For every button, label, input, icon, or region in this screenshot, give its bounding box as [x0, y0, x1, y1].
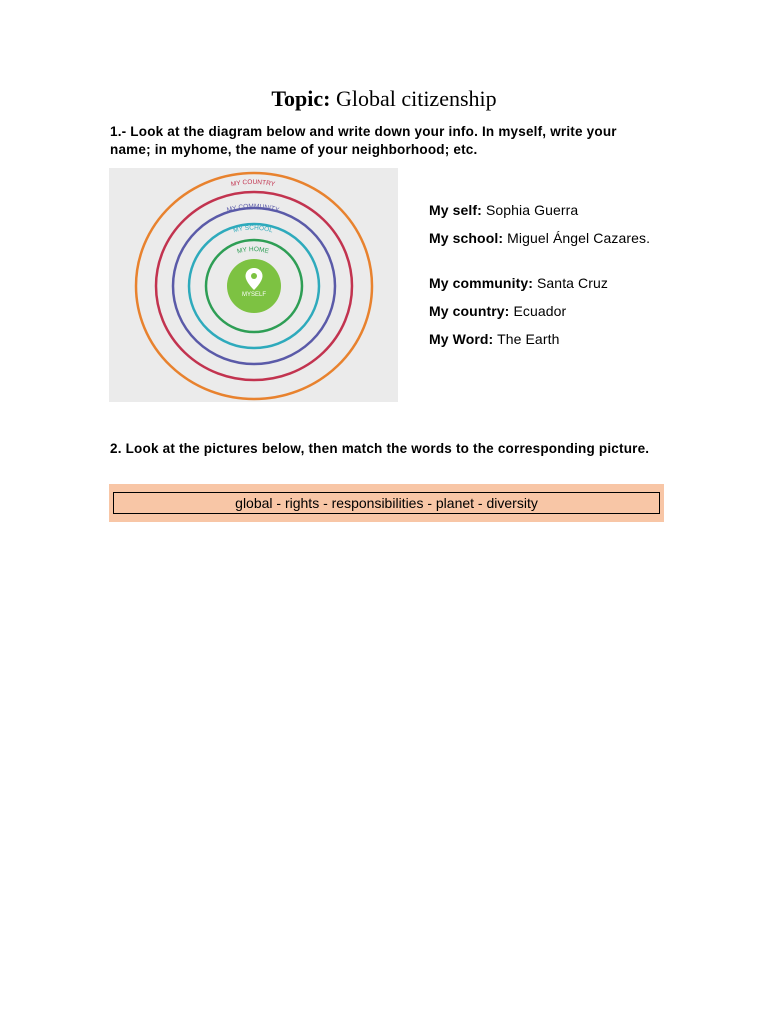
- ring-label-my-country: MY COUNTRY: [230, 178, 276, 189]
- info-value: The Earth: [497, 331, 560, 347]
- question-2: 2. Look at the pictures below, then match the words to the corresponding picture.: [110, 441, 650, 456]
- info-key: My Word:: [429, 331, 494, 347]
- info-value: Ecuador: [513, 303, 567, 319]
- title-text: Global citizenship: [335, 86, 497, 111]
- info-community: [429, 275, 659, 292]
- word-bank-panel: [109, 484, 664, 522]
- info-key: My school:: [429, 230, 504, 246]
- svg-text:MY HOME: [236, 246, 270, 255]
- title-label: Topic:: [271, 86, 331, 111]
- ring-label-my-home: MY HOME: [236, 246, 270, 256]
- center-label-myself: MYSELF: [241, 292, 267, 298]
- info-country: [429, 303, 659, 320]
- info-key: My community:: [429, 275, 533, 291]
- page-title: [0, 86, 768, 112]
- info-value: Miguel Ángel Cazares.: [507, 230, 651, 246]
- word-bank: global - rights - responsibilities - planet - diversity: [113, 492, 660, 514]
- ring-label-my-school: MY SCHOOL: [232, 224, 274, 235]
- info-value: Santa Cruz: [536, 275, 609, 291]
- question-1: 1.- Look at the diagram below and write down your info. In myself, write your name; in myhome, the name of your neighborhood; etc.: [110, 124, 617, 157]
- info-school: [429, 230, 659, 247]
- info-key: My country:: [429, 303, 510, 319]
- ring-label-my-community: MY COMMUNITY: [226, 203, 280, 214]
- concentric-circles-diagram: [109, 168, 398, 402]
- svg-text:MY COMMUNITY: [226, 203, 280, 214]
- info-key: My self:: [429, 202, 482, 218]
- info-value: Sophia Guerra: [485, 202, 579, 218]
- svg-text:MY COUNTRY: [230, 179, 276, 188]
- info-myself: [429, 202, 659, 219]
- info-world: [429, 331, 659, 348]
